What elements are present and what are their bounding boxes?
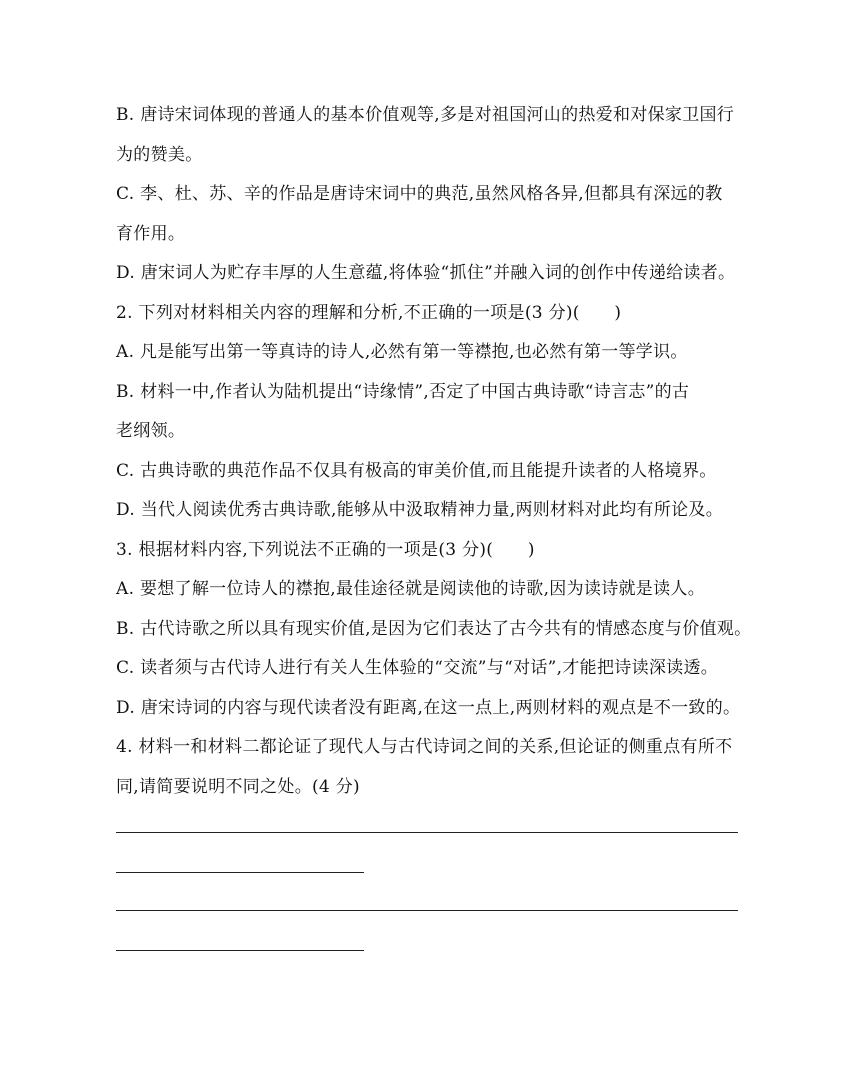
text-line: B. 唐诗宋词体现的普通人的基本价值观等,多是对祖国河山的热爱和对保家卫国行: [116, 105, 735, 125]
option-c: C. 古典诗歌的典范作品不仅具有极高的审美价值,而且能提升读者的人格境界。: [116, 460, 717, 481]
option-b: B. 材料一中,作者认为陆机提出“诗缘情”,否定了中国古典诗歌“诗言志”的古: [116, 381, 690, 402]
answer-line[interactable]: [116, 832, 738, 833]
option-c: C. 读者须与古代诗人进行有关人生体验的“交流”与“对话”,才能把诗读深读透。: [116, 658, 719, 678]
text-line: D. 唐宋词人为贮存丰厚的人生意蕴,将体验“抓住”并融入词的创作中传递给读者。: [116, 263, 736, 283]
question-text: [116, 96, 766, 807]
question-4-stem: 4. 材料一和材料二都论证了现代人与古代诗词之间的关系,但论证的侧重点有所不: [116, 737, 733, 757]
text-line: 老纲领。: [116, 421, 186, 441]
answer-line[interactable]: [116, 950, 364, 951]
option-b: B. 古代诗歌之所以具有现实价值,是因为它们表达了古今共有的情感态度与价值观。: [116, 618, 752, 639]
text-line: 同,请简要说明不同之处。(4 分): [116, 776, 360, 797]
text-line: C. 李、杜、苏、辛的作品是唐诗宋词中的典范,虽然风格各异,但都具有深远的教: [116, 184, 723, 204]
answer-line[interactable]: [116, 910, 738, 911]
answer-line[interactable]: [116, 872, 364, 873]
option-a: A. 凡是能写出第一等真诗的诗人,必然有第一等襟抱,也必然有第一等学识。: [116, 342, 688, 362]
question-2-stem: 2. 下列对材料相关内容的理解和分析,不正确的一项是(3 分)( ): [116, 302, 622, 323]
option-a: A. 要想了解一位诗人的襟抱,最佳途径就是阅读他的诗歌,因为读诗就是读人。: [116, 579, 705, 599]
text-line: 育作用。: [116, 223, 186, 244]
question-3-stem: 3. 根据材料内容,下列说法不正确的一项是(3 分)( ): [116, 539, 535, 560]
text-line: 为的赞美。: [116, 144, 203, 165]
option-d: D. 唐宋诗词的内容与现代读者没有距离,在这一点上,两则材料的观点是不一致的。: [116, 697, 741, 718]
option-d: D. 当代人阅读优秀古典诗歌,能够从中汲取精神力量,两则材料对此均有所论及。: [116, 500, 724, 520]
